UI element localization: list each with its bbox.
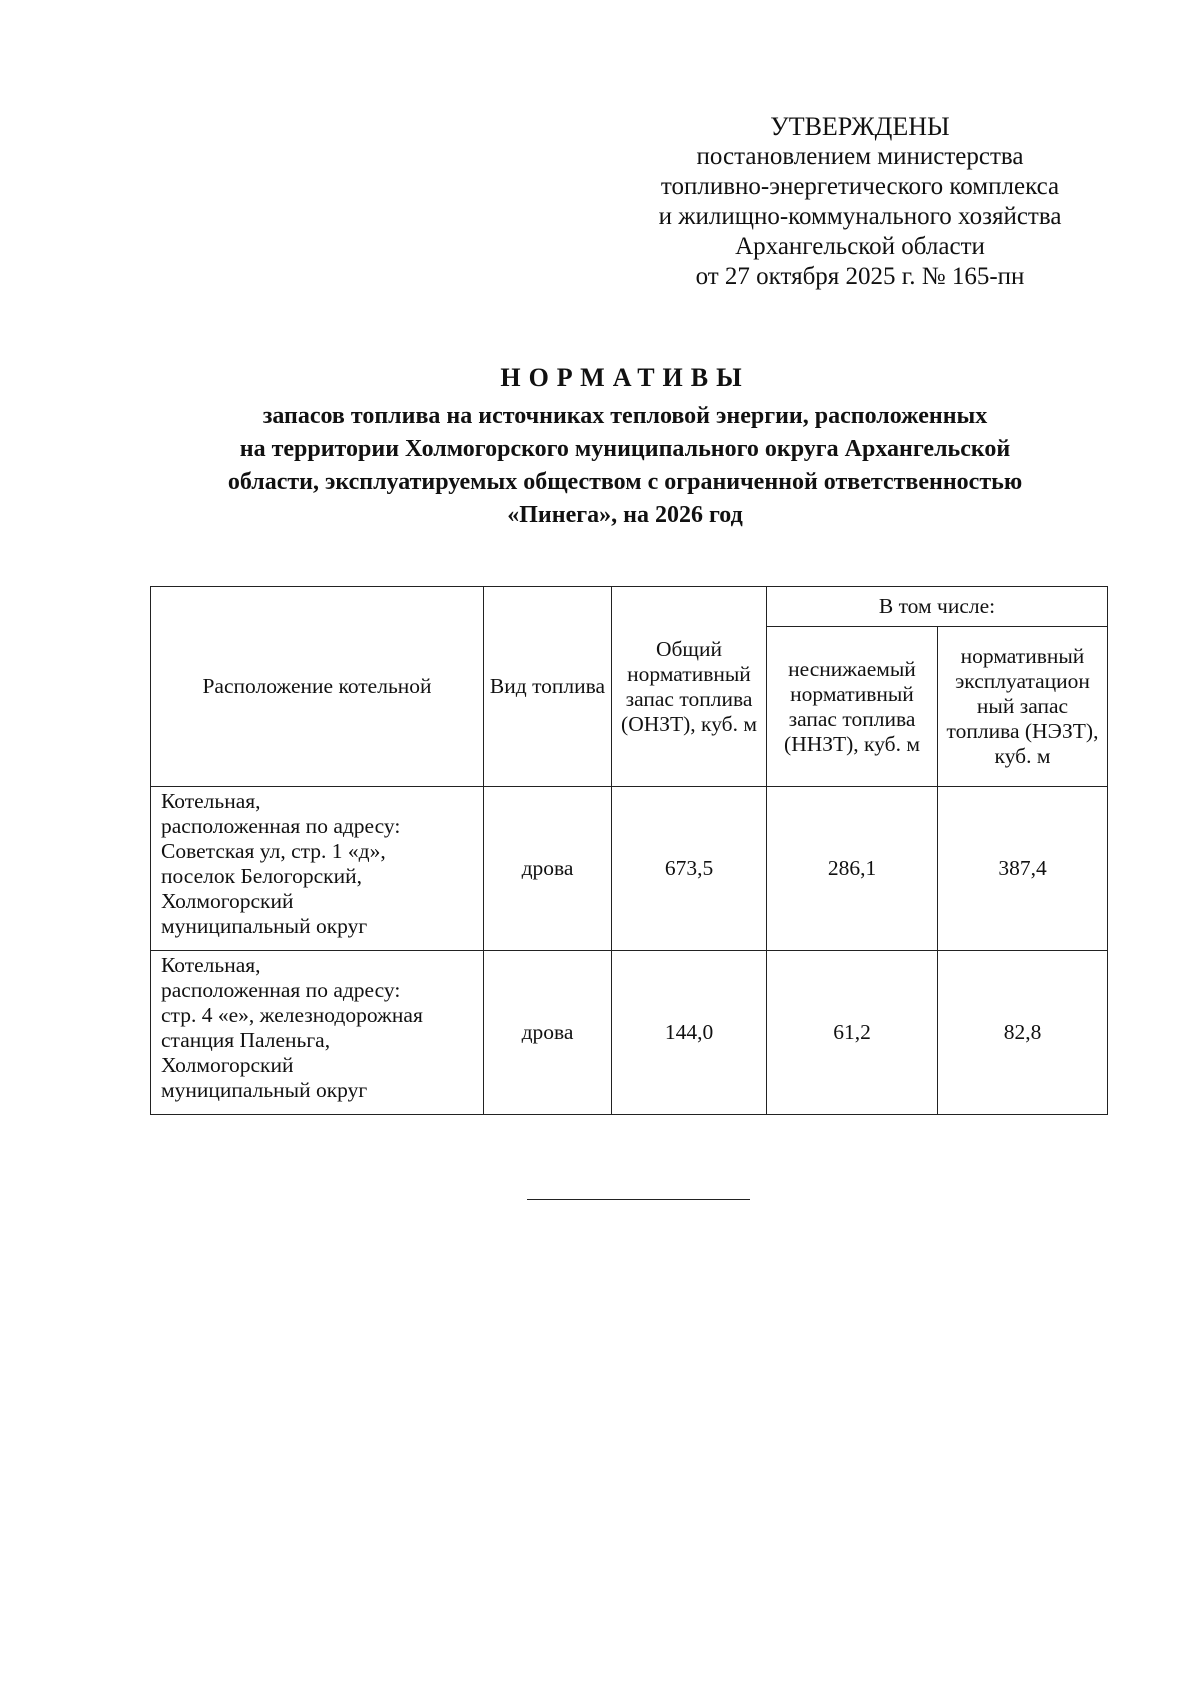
fuel-norms-table [150,586,1108,1115]
approval-stamp [640,112,1080,292]
total-reserve-cell: 673,5 [612,787,767,951]
table-header-row [151,587,1108,627]
nezt-cell: 82,8 [938,951,1108,1115]
header-fuel-type: Вид топлива [484,587,612,787]
header-nezt: нормативный эксплуатацион ный запас топлива (НЭЗТ), куб. м [938,627,1108,787]
header-nnzt: неснижаемый нормативный запас топлива (ННЗТ), куб. м [767,627,938,787]
header-location: Расположение котельной [151,587,484,787]
location-line: станция Паленьга, [161,1028,331,1052]
location-line: Холмогорский [161,1053,294,1077]
approval-line: топливно-энергетического комплекса [660,173,1060,200]
nnzt-cell: 61,2 [767,951,938,1115]
boiler-location-cell [151,951,484,1115]
location-line: Котельная, [161,789,261,813]
approval-line: и жилищно-коммунального хозяйства [658,203,1062,230]
header-including: В том числе: [767,587,1108,627]
nnzt-cell: 286,1 [767,787,938,951]
location-line: муниципальный округ [161,914,368,938]
location-line: поселок Белогорский, [161,864,362,888]
subtitle-line: «Пинега», на 2026 год [507,502,743,528]
location-line: расположенная по адресу: [161,978,401,1002]
location-line: расположенная по адресу: [161,814,401,838]
location-line: Советская ул, стр. 1 «д», [161,839,386,863]
approval-line: постановлением министерства [696,143,1024,170]
document-title-block [140,362,1110,532]
document-title: НОРМАТИВЫ [500,363,750,392]
location-line: муниципальный округ [161,1078,368,1102]
closing-divider-line [527,1199,750,1200]
location-line: Котельная, [161,953,261,977]
total-reserve-cell: 144,0 [612,951,767,1115]
table-row [151,951,1108,1115]
nezt-cell: 387,4 [938,787,1108,951]
document-subtitle [140,400,1110,532]
location-line: стр. 4 «е», железнодорожная [161,1003,423,1027]
approval-date-line: от 27 октября 2025 г. № 165-пн [695,263,1025,290]
approval-heading: УТВЕРЖДЕНЫ [770,112,950,141]
fuel-type-cell: дрова [484,951,612,1115]
subtitle-line: запасов топлива на источниках тепловой энергии, расположенных [262,403,988,429]
location-line: Холмогорский [161,889,294,913]
header-total-reserve: Общий нормативный запас топлива (ОНЗТ), куб. м [612,587,767,787]
table-row [151,787,1108,951]
subtitle-line: на территории Холмогорского муниципального округа Архангельской [239,436,1011,462]
fuel-type-cell: дрова [484,787,612,951]
boiler-location-cell [151,787,484,951]
subtitle-line: области, эксплуатируемых обществом с ограниченной ответственностью [227,469,1023,495]
approval-line: Архангельской области [735,233,985,260]
